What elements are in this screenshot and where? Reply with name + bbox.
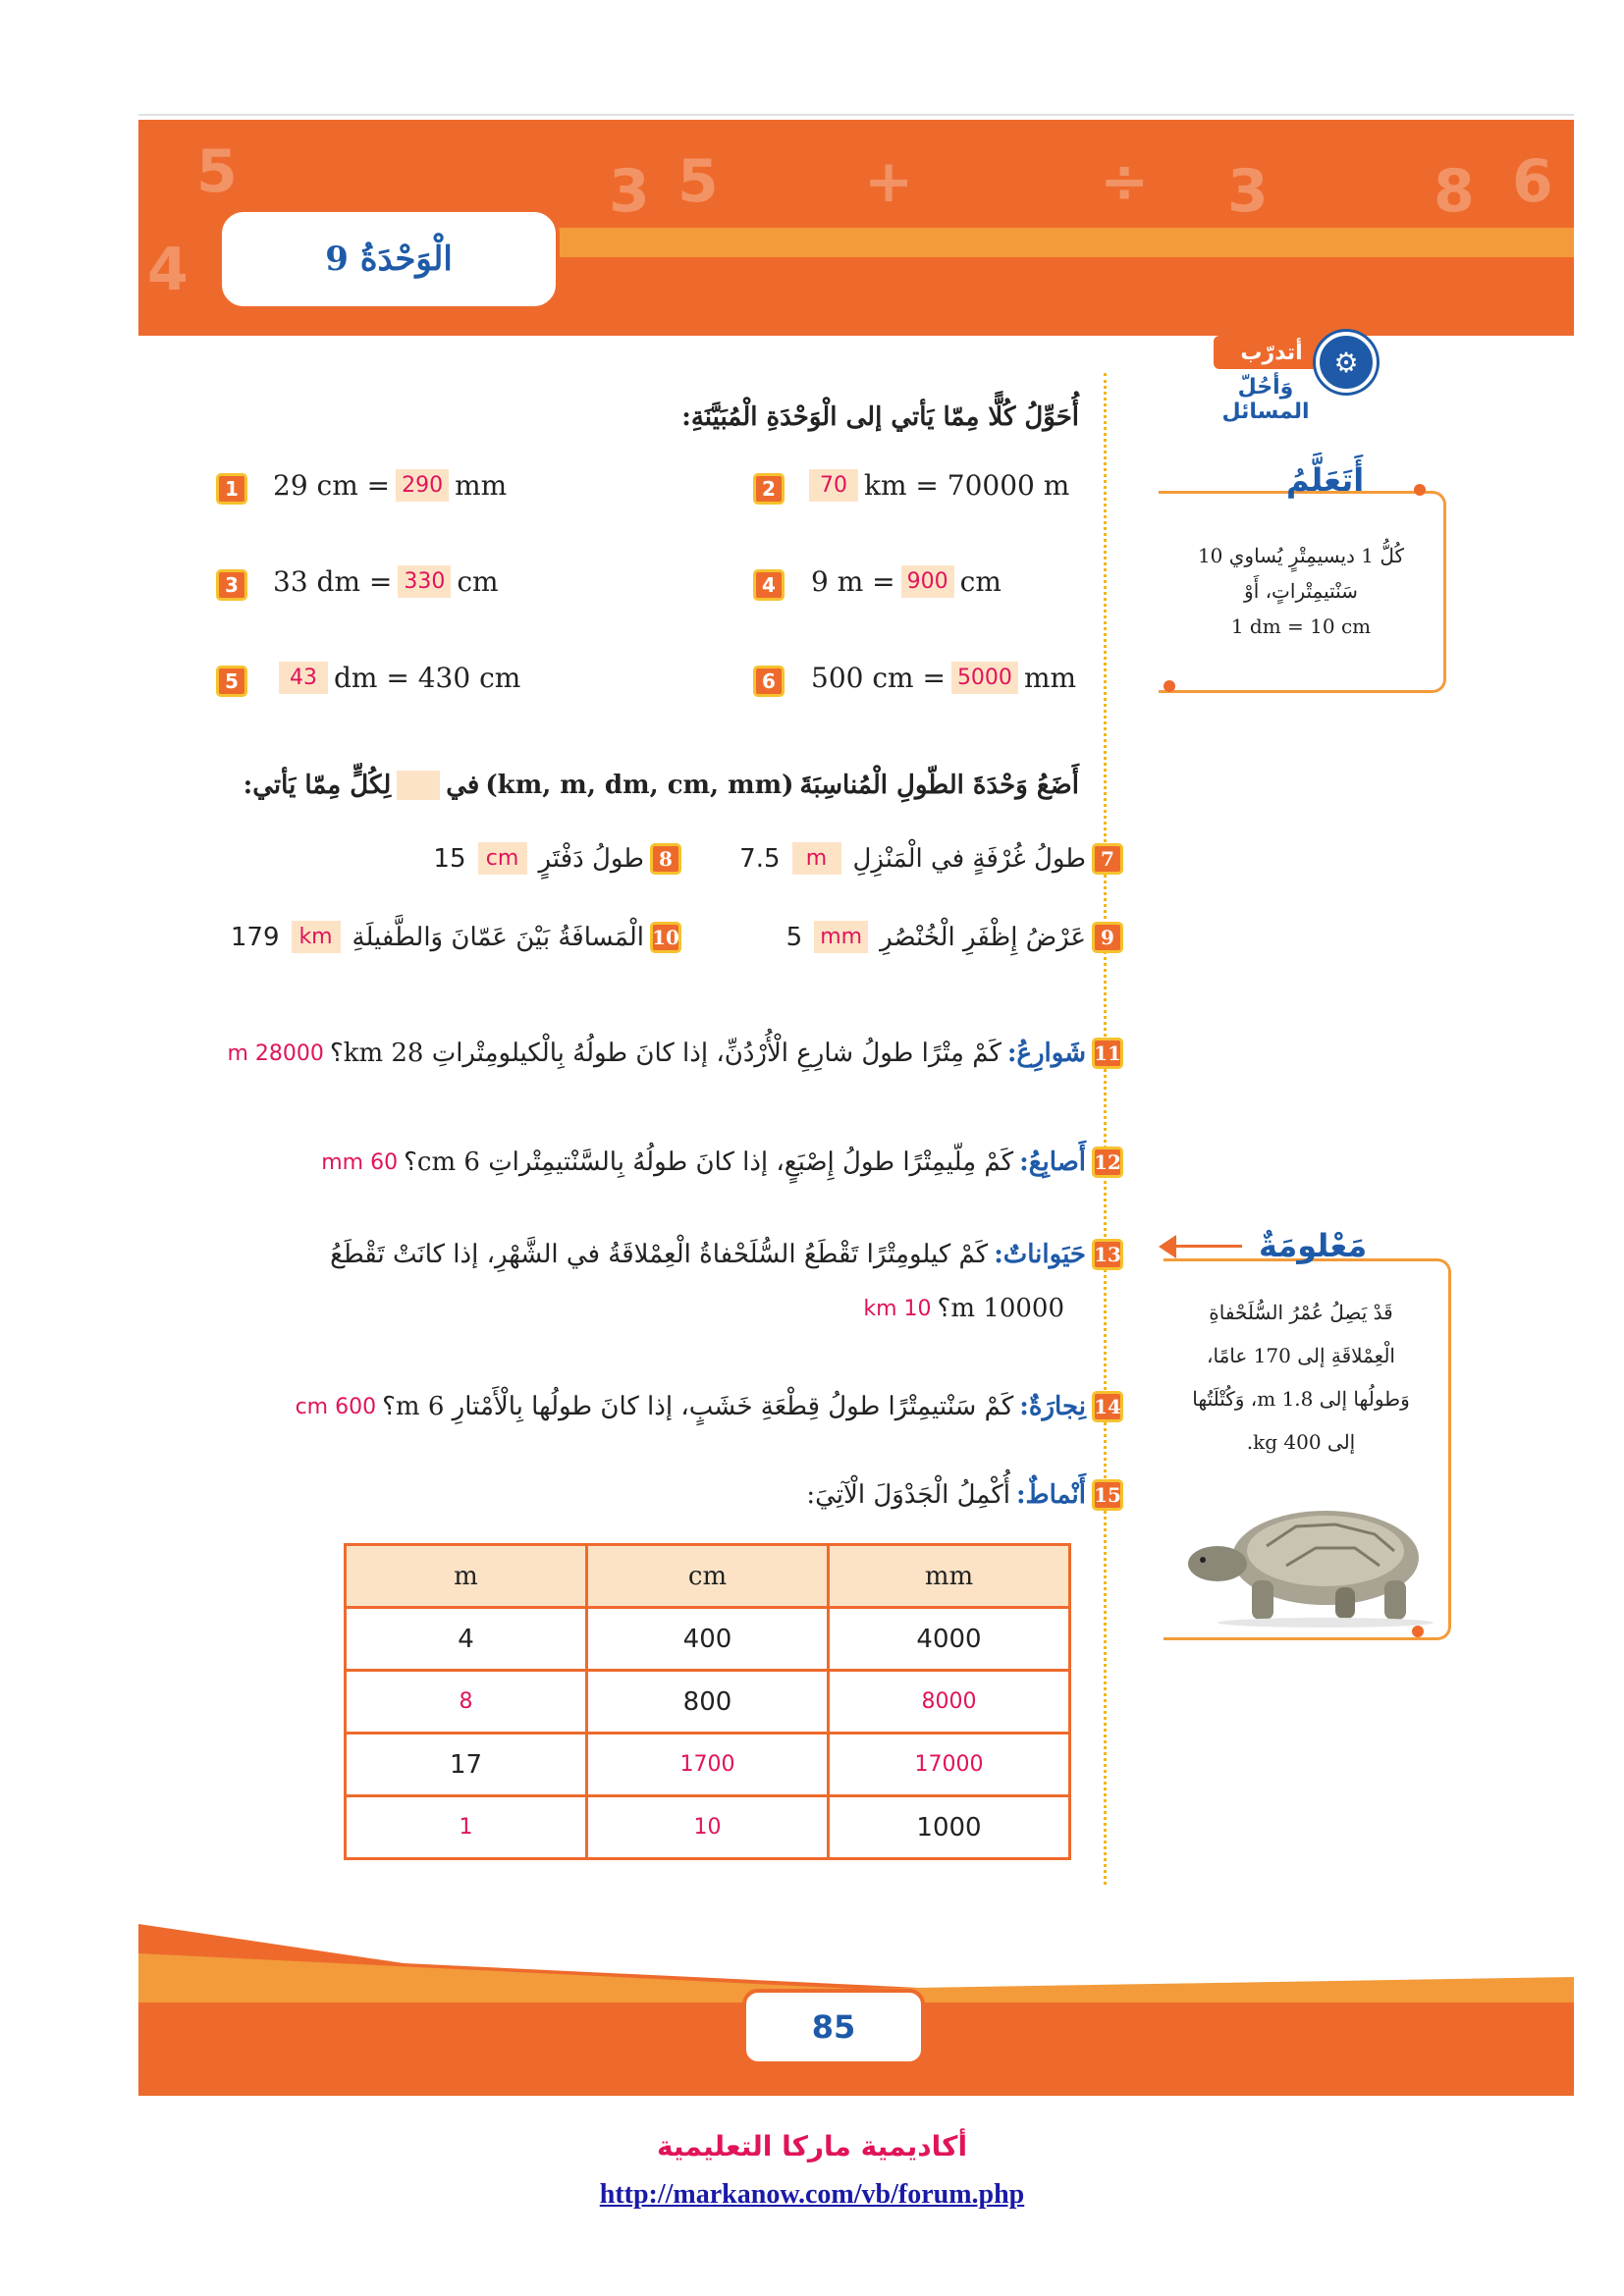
gears-icon: ⚙ bbox=[1316, 332, 1377, 393]
item-value: 15 bbox=[433, 843, 466, 874]
learn-line: سَنْتيمِتْراتٍ، أَوْ bbox=[1244, 579, 1358, 603]
item-number: 1 bbox=[216, 473, 247, 505]
instruction-part: أَضَعُ وَحْدَةَ الطّولِ الْمُناسِبَةَ bbox=[799, 771, 1079, 800]
answer-field[interactable]: mm bbox=[814, 921, 868, 953]
decor-glyph: 3 bbox=[609, 157, 650, 226]
problem-text: كَمْ سَنْتيمِتْرًا طولُ قِطْعَةِ خَشَبٍ، إذا كانَ طولُها بِالْأَمْتارِ 6 m؟ bbox=[382, 1392, 1014, 1421]
answer-text: 600 cm bbox=[295, 1394, 377, 1419]
answer-field[interactable]: 70 bbox=[809, 469, 858, 502]
item-text: عَرْضُ إِظْفَرِ الْخُنْصُرِ bbox=[880, 922, 1086, 952]
item-text: 29 cm = bbox=[273, 469, 391, 502]
answer-field[interactable]: cm bbox=[478, 842, 527, 875]
problem-keyword: أَصابِعُ: bbox=[1019, 1148, 1086, 1177]
unit-item bbox=[786, 921, 1123, 953]
problem-text: كَمْ كيلومِتْرًا تَقْطَعُ السُّلَحْفاةُ الْعِمْلاقَةُ في الشَّهْرِ، إذا كانَتْ تَقْطَعُ bbox=[330, 1240, 989, 1269]
item-unit: cm bbox=[959, 565, 1001, 598]
info-title: مَعْلومَةٌ bbox=[1259, 1227, 1368, 1264]
table-cell-answer: 17000 bbox=[829, 1734, 1070, 1796]
item-number: 5 bbox=[216, 666, 247, 697]
decor-glyph: 8 bbox=[1434, 157, 1475, 226]
footer-link[interactable]: http://markanow.com/vb/forum.php bbox=[599, 2179, 1025, 2210]
item-number: 6 bbox=[753, 666, 785, 697]
conversion-item bbox=[811, 662, 1076, 694]
blank-box bbox=[397, 771, 440, 800]
footer-academy: أكاديمية ماركا التعليمية bbox=[656, 2130, 968, 2163]
table-cell: 400 bbox=[587, 1608, 829, 1671]
item-unit: dm = 430 cm bbox=[334, 662, 521, 694]
item-number: 8 bbox=[650, 843, 681, 875]
table-header: m bbox=[346, 1545, 587, 1608]
decor-glyph: 5 bbox=[677, 147, 719, 216]
item-number: 12 bbox=[1092, 1147, 1123, 1178]
problem-text: كَمْ مِلّيمِتْرًا طولُ إِصْبَعٍ، إذا كانَ طولُهُ بِالسَّنْتيمِتْراتِ 6 cm؟ bbox=[404, 1148, 1014, 1177]
units-list: (km, m, dm, cm, mm) bbox=[485, 771, 794, 800]
problem-text: أُكْمِلُ الْجَدْوَلَ الْآتِيَ: bbox=[806, 1480, 1010, 1510]
table-row bbox=[346, 1734, 1070, 1796]
table-row bbox=[346, 1796, 1070, 1859]
badge-tab-label: أتدرّب bbox=[1214, 336, 1329, 369]
item-number: 3 bbox=[216, 569, 247, 601]
unit-item bbox=[433, 842, 681, 875]
table-cell-answer: 8000 bbox=[829, 1671, 1070, 1734]
answer-field[interactable]: 5000 bbox=[951, 662, 1018, 694]
unit-item bbox=[231, 921, 681, 953]
table-header-row bbox=[346, 1545, 1070, 1608]
learn-line: 1 dm = 10 cm bbox=[1230, 614, 1372, 638]
answer-text: 60 mm bbox=[321, 1149, 399, 1175]
bullet-dot bbox=[1414, 484, 1426, 496]
item-value: 179 bbox=[230, 922, 280, 952]
item-text: 33 dm = bbox=[273, 565, 393, 598]
info-line: وَطولُها إلى 1.8 m، وَكُتْلَتُها bbox=[1192, 1387, 1410, 1411]
answer-field[interactable]: 330 bbox=[398, 565, 451, 598]
table-cell-answer: 1700 bbox=[587, 1734, 829, 1796]
problem-14 bbox=[296, 1391, 1123, 1422]
page-number: 85 bbox=[742, 1989, 925, 2065]
table-cell: 1000 bbox=[829, 1796, 1070, 1859]
decor-glyph: + bbox=[864, 147, 914, 216]
table-header: cm bbox=[587, 1545, 829, 1608]
bullet-dot bbox=[1164, 680, 1175, 692]
item-number: 15 bbox=[1092, 1479, 1123, 1511]
decor-glyph: ÷ bbox=[1100, 147, 1150, 216]
answer-field[interactable]: 900 bbox=[901, 565, 954, 598]
learn-text bbox=[1168, 538, 1434, 644]
problem-keyword: أَنْماطٌ: bbox=[1015, 1480, 1086, 1510]
table-row bbox=[346, 1671, 1070, 1734]
tortoise-image bbox=[1178, 1497, 1438, 1629]
item-number: 9 bbox=[1092, 922, 1123, 953]
decor-glyph: 6 bbox=[1512, 147, 1553, 216]
item-text: 9 m = bbox=[811, 565, 895, 598]
item-number: 14 bbox=[1092, 1391, 1123, 1422]
table-row bbox=[346, 1608, 1070, 1671]
info-text bbox=[1168, 1291, 1434, 1464]
conversion-item bbox=[273, 469, 507, 502]
table-cell: 4000 bbox=[829, 1608, 1070, 1671]
problem-keyword: شَوارِعُ: bbox=[1006, 1039, 1086, 1068]
item-unit: cm bbox=[457, 565, 499, 598]
learn-title: أَتَعَلَّمُ bbox=[1286, 461, 1365, 499]
answer-field[interactable]: km bbox=[292, 921, 341, 953]
item-text: 500 cm = bbox=[811, 662, 946, 694]
conversion-item bbox=[273, 662, 520, 694]
unit-item bbox=[739, 842, 1123, 875]
unit-title: الْوَحْدَةُ 9 bbox=[218, 208, 560, 310]
answer-text: 10 km bbox=[863, 1296, 932, 1321]
item-unit: mm bbox=[455, 469, 508, 502]
instruction-part: لِكُلٍّ مِمّا يَأتي: bbox=[243, 771, 392, 800]
margin-divider bbox=[1104, 373, 1107, 1885]
item-number: 13 bbox=[1092, 1239, 1123, 1270]
problem-keyword: حَيَواناتٌ: bbox=[994, 1240, 1086, 1269]
problem-keyword: نِجارَةٌ: bbox=[1019, 1392, 1086, 1421]
table-cell-answer: 10 bbox=[587, 1796, 829, 1859]
info-line: إلى 400 kg. bbox=[1246, 1430, 1356, 1454]
badge-sub-label: وَأحُلّ المسائل bbox=[1221, 375, 1310, 424]
answer-field[interactable]: 290 bbox=[396, 469, 449, 502]
info-line: قَدْ يَصِلُ عُمْرُ السُّلَحْفاةِ bbox=[1209, 1301, 1393, 1324]
learn-line: كُلُّ 1 ديسيمِتْرٍ يُساوي 10 bbox=[1197, 544, 1405, 567]
item-number: 4 bbox=[753, 569, 785, 601]
header-stripe bbox=[511, 228, 1574, 257]
problem-13-line2 bbox=[863, 1294, 1064, 1323]
problem-text: كَمْ مِتْرًا طولُ شارِعِ الْأُرْدُنِّ، إذا كانَ طولُهُ بِالْكيلومِتْراتِ 28 km؟ bbox=[329, 1039, 1001, 1068]
table-cell: 4 bbox=[346, 1608, 587, 1671]
practice-badge bbox=[1200, 332, 1377, 424]
problem-text: 10000 m؟ bbox=[937, 1294, 1064, 1323]
decor-glyph: 5 bbox=[196, 137, 238, 206]
problem-13 bbox=[330, 1239, 1123, 1270]
info-line: الْعِمْلاقَةِ إلى 170 عامًا، bbox=[1207, 1344, 1395, 1367]
section1-instruction: أُحَوِّلُ كُلًّا مِمّا يَأتي إلى الْوَحْدَةِ الْمُبَيَّنَةِ: bbox=[681, 402, 1079, 432]
item-number: 7 bbox=[1092, 843, 1123, 875]
table-cell-answer: 8 bbox=[346, 1671, 587, 1734]
item-number: 2 bbox=[753, 473, 785, 505]
conversion-item bbox=[803, 469, 1069, 502]
table-cell-answer: 1 bbox=[346, 1796, 587, 1859]
units-table bbox=[344, 1543, 1071, 1860]
answer-field[interactable]: m bbox=[792, 842, 841, 875]
conversion-item bbox=[273, 565, 499, 598]
conversion-item bbox=[811, 565, 1001, 598]
problem-11 bbox=[227, 1038, 1123, 1069]
item-number: 10 bbox=[650, 922, 681, 953]
item-number: 11 bbox=[1092, 1038, 1123, 1069]
item-unit: mm bbox=[1023, 662, 1077, 694]
item-text: الْمَسافَةُ بَيْنَ عَمّانَ وَالطَّفيلَةِ bbox=[352, 922, 644, 952]
problem-15 bbox=[806, 1479, 1123, 1511]
top-rule bbox=[138, 114, 1574, 116]
item-text: طولُ غُرْفَةٍ في الْمَنْزِلِ bbox=[852, 843, 1086, 874]
section2-instruction bbox=[244, 771, 1079, 800]
answer-text: 28000 m bbox=[227, 1041, 324, 1066]
arrow-left-icon bbox=[1159, 1235, 1176, 1258]
instruction-part: في bbox=[446, 771, 480, 800]
answer-field[interactable]: 43 bbox=[279, 662, 328, 694]
item-unit: km = 70000 m bbox=[864, 469, 1070, 502]
table-cell: 17 bbox=[346, 1734, 587, 1796]
decor-glyph: 4 bbox=[147, 236, 189, 304]
item-value: 5 bbox=[785, 922, 803, 952]
table-header: mm bbox=[829, 1545, 1070, 1608]
table-cell: 800 bbox=[587, 1671, 829, 1734]
item-value: 7.5 bbox=[739, 843, 781, 874]
item-text: طولُ دَفْتَرٍ bbox=[538, 843, 644, 874]
problem-12 bbox=[321, 1147, 1123, 1178]
decor-glyph: 3 bbox=[1227, 157, 1269, 226]
